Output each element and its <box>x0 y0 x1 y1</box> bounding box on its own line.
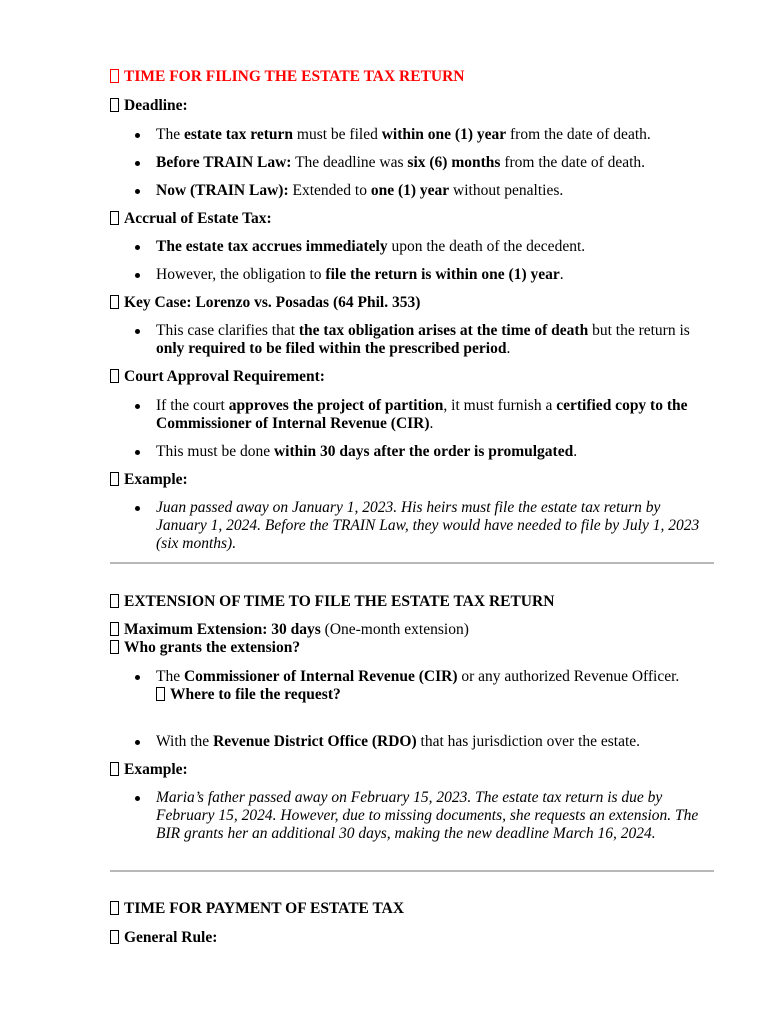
missing-glyph-icon <box>110 211 119 225</box>
max-extension-line: Maximum Extension: 30 days (One-month extension) <box>110 621 469 639</box>
list-item: If the court approves the project of partition, it must furnish a certified copy to the Commissioner of Internal Revenue (CIR). <box>156 397 710 433</box>
missing-glyph-icon <box>110 295 119 309</box>
example-heading: Example: <box>110 471 188 489</box>
where-to-file-heading: Where to file the request? <box>156 686 710 704</box>
missing-glyph-icon <box>110 594 119 608</box>
missing-glyph-icon <box>110 98 119 112</box>
missing-glyph-icon <box>110 640 119 654</box>
missing-glyph-icon <box>110 472 119 486</box>
list-item: This case clarifies that the tax obligation arises at the time of death but the return is only required to be filed within the prescribed period. <box>156 322 710 358</box>
list-item: The estate tax accrues immediately upon the death of the decedent. <box>156 238 710 256</box>
missing-glyph-icon <box>110 762 119 776</box>
missing-glyph-icon <box>110 622 119 636</box>
missing-glyph-icon <box>156 687 165 701</box>
accrual-heading: Accrual of Estate Tax: <box>110 210 272 228</box>
who-grants-heading: Who grants the extension? <box>110 639 300 657</box>
example-heading: Example: <box>110 761 188 779</box>
court-approval-heading: Court Approval Requirement: <box>110 368 325 386</box>
divider <box>110 562 714 564</box>
list-item: With the Revenue District Office (RDO) that has jurisdiction over the estate. <box>156 733 710 751</box>
list-item: The estate tax return must be filed within one (1) year from the date of death. <box>156 126 710 144</box>
list-item: Before TRAIN Law: The deadline was six (6) months from the date of death. <box>156 154 710 172</box>
section-heading-payment: TIME FOR PAYMENT OF ESTATE TAX <box>110 900 404 918</box>
list-item: However, the obligation to file the return is within one (1) year. <box>156 266 710 284</box>
deadline-heading: Deadline: <box>110 97 188 115</box>
missing-glyph-icon <box>110 369 119 383</box>
section-heading-extension: EXTENSION OF TIME TO FILE THE ESTATE TAX RETURN <box>110 593 554 611</box>
list-item: Now (TRAIN Law): Extended to one (1) year without penalties. <box>156 182 710 200</box>
general-rule-heading: General Rule: <box>110 929 217 947</box>
example-text: Juan passed away on January 1, 2023. His heirs must file the estate tax return by January 1, 2024. Before the TRAIN Law, they would have needed to file by July 1, 2023 (six months). <box>156 499 710 553</box>
example-text: Maria’s father passed away on February 15, 2023. The estate tax return is due by February 15, 2024. However, due to missing documents, she requests an extension. The BIR grants her an additional 30 days, making the new deadline March 16, 2024. <box>156 789 710 843</box>
key-case-heading: Key Case: Lorenzo vs. Posadas (64 Phil. 353) <box>110 294 420 312</box>
divider <box>110 870 714 872</box>
section-heading-filing: TIME FOR FILING THE ESTATE TAX RETURN <box>110 68 465 86</box>
list-item: The Commissioner of Internal Revenue (CIR) or any authorized Revenue Officer. Where to file the request? <box>156 668 710 704</box>
list-item: This must be done within 30 days after the order is promulgated. <box>156 443 710 461</box>
missing-glyph-icon <box>110 930 119 944</box>
missing-glyph-icon <box>110 69 119 83</box>
missing-glyph-icon <box>110 901 119 915</box>
